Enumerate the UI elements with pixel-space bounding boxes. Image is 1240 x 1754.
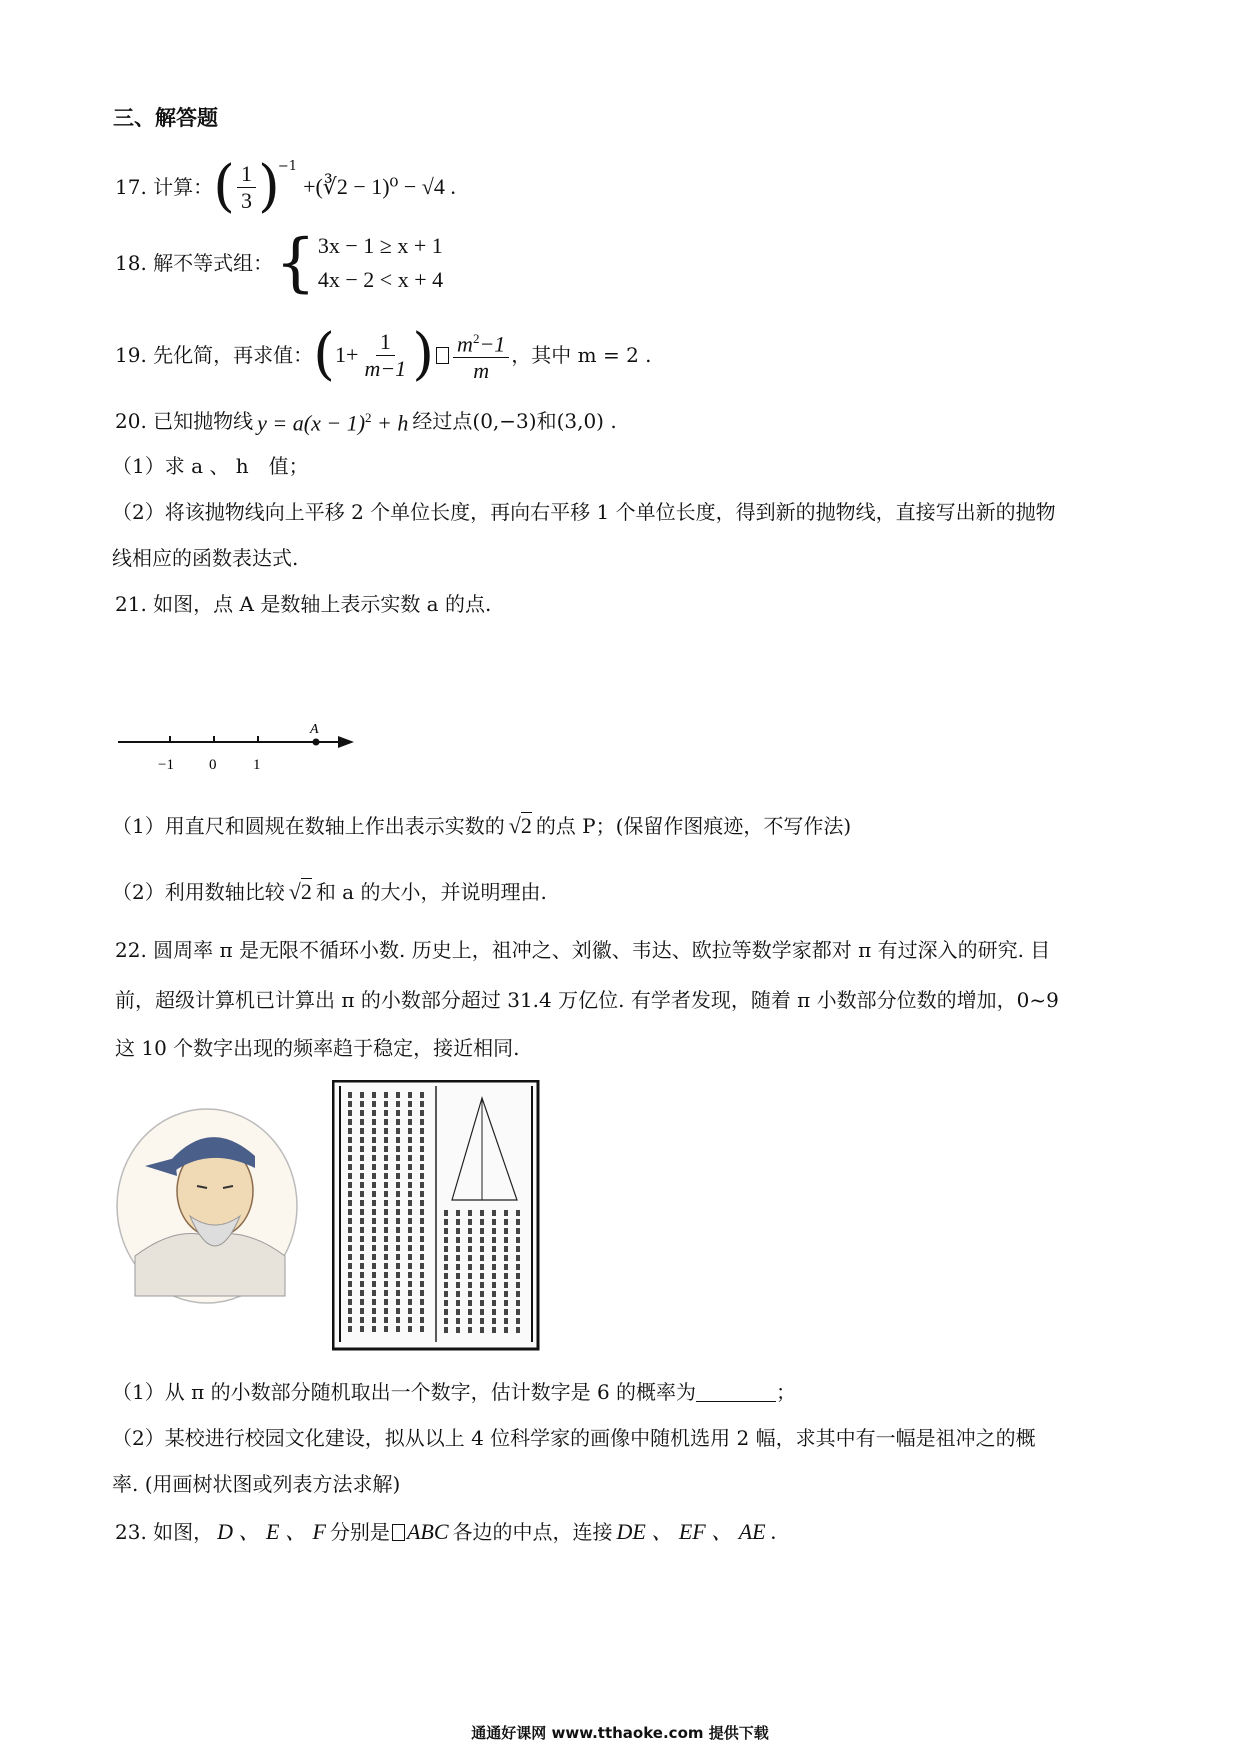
q21-part-1-text-b: 的点 P；(保留作图痕迹，不写作法) [535,814,852,838]
point-a-dot [313,739,320,746]
q22-part-1 [112,1378,796,1406]
question-18: 18. 解不等式组： { 3x − 1 ≥ x + 1 4x − 2 < x + 4 [115,226,444,300]
question-20: 20. 已知抛物线 $y = a(x - 1)^2 + h$ 经过点(0,−3)和(3,0) . [115,408,617,436]
q23-triangle: ABC [406,1519,449,1544]
q20-part-2: （2）将该抛物线向上平移 2 个单位长度，再向右平移 1 个单位长度，得到新的抛物线，直接写出新的抛物 [112,500,1056,524]
zu-chongzhi-portrait [115,1106,300,1306]
q18-inequality-2: 4x − 2 < x + 4 [317,267,444,292]
q23-segments: DE 、 EF 、 AE . [616,1519,777,1544]
q20-tail: 经过点(0,−3)和(3,0) . [412,408,617,433]
q18-inequality-1: 3x − 1 ≥ x + 1 [317,233,443,258]
q22-line-1: 22. 圆周率 π 是无限不循环小数. 历史上，祖冲之、刘徽、韦达、欧拉等数学家都对 π 有过深入的研究. 目 [115,938,1051,962]
question-21: 21. 如图，点 A 是数轴上表示实数 a 的点. [115,592,492,616]
q22-line-2: 前，超级计算机已计算出 π 的小数部分超过 31.4 万亿位. 有学者发现，随着 π 小数部分位数的增加，0~9 [115,988,1059,1012]
q17-expression: +(∛2 − 1)⁰ − √4 . [303,174,456,199]
point-a-label: A [310,724,319,737]
number-line-figure [118,724,368,784]
answer-blank[interactable] [696,1383,776,1402]
q21-part-2-text-b: 和 a 的大小，并说明理由. [315,880,547,904]
ancient-text-image [332,1080,542,1352]
q23-text-c: 分别是 [329,1520,390,1544]
q22-part-2-cont: 率. (用画树状图或列表方法求解) [112,1472,401,1496]
page-footer: 通通好课网 www.tthaoke.com 提供下载 [471,1724,769,1742]
q21-part-1-text-a: （1）用直尺和圆规在数轴上作出表示实数的 [112,814,505,838]
q22-part-1-end: ； [776,1380,797,1404]
q21-part-1: （1）用直尺和圆规在数轴上作出表示实数的 √2 的点 P；(保留作图痕迹，不写作法) [112,813,852,838]
q21-part-2: （2）利用数轴比较 √2 和 a 的大小，并说明理由. [112,879,547,904]
q20-part-2-cont: 线相应的函数表达式. [112,546,299,570]
q18-label: 18. 解不等式组： [115,251,274,275]
q19-tail: ，其中 m = 2 . [511,343,652,367]
q17-label: 17. 计算： [115,175,214,199]
tick-label-neg1: −1 [158,757,174,773]
q23-points: D 、 E 、 F [217,1519,326,1544]
q22-part-2: （2）某校进行校园文化建设，拟从以上 4 位科学家的画像中随机选用 2 幅，求其中有一幅是祖冲之的概 [112,1426,1036,1450]
q23-text-a: 23. 如图， [115,1520,214,1544]
q22-part-1-text: （1）从 π 的小数部分随机取出一个数字，估计数字是 6 的概率为 [112,1380,697,1404]
tick-label-0: 0 [209,757,217,773]
q20-part-1: （1）求 a 、 h 值； [112,454,309,478]
q23-text-e: 各边的中点，连接 [452,1520,613,1544]
q19-label: 19. 先化简，再求值： [115,343,314,367]
triangle-symbol [392,1524,405,1541]
number-line-arrow [338,736,354,748]
question-23 [115,1518,777,1546]
section-title: 三、解答题 [113,106,218,130]
q20-label: 20. 已知抛物线 [115,408,254,433]
division-symbol [436,347,449,364]
question-17: 17. 计算： ( $\frac{1}{3}$ ) −1 +(∛2 − 1)⁰ − √4 . [115,154,456,219]
question-19: 19. 先化简，再求值： ( 1+ $\frac{1}{m-1}$ ) $\frac{m^2-1}{m}$ ，其中 m = 2 . [115,322,652,387]
q21-part-2-text-a: （2）利用数轴比较 [112,880,285,904]
tick-label-1: 1 [253,757,261,773]
q22-line-3: 这 10 个数字出现的频率趋于稳定，接近相同. [115,1036,520,1060]
